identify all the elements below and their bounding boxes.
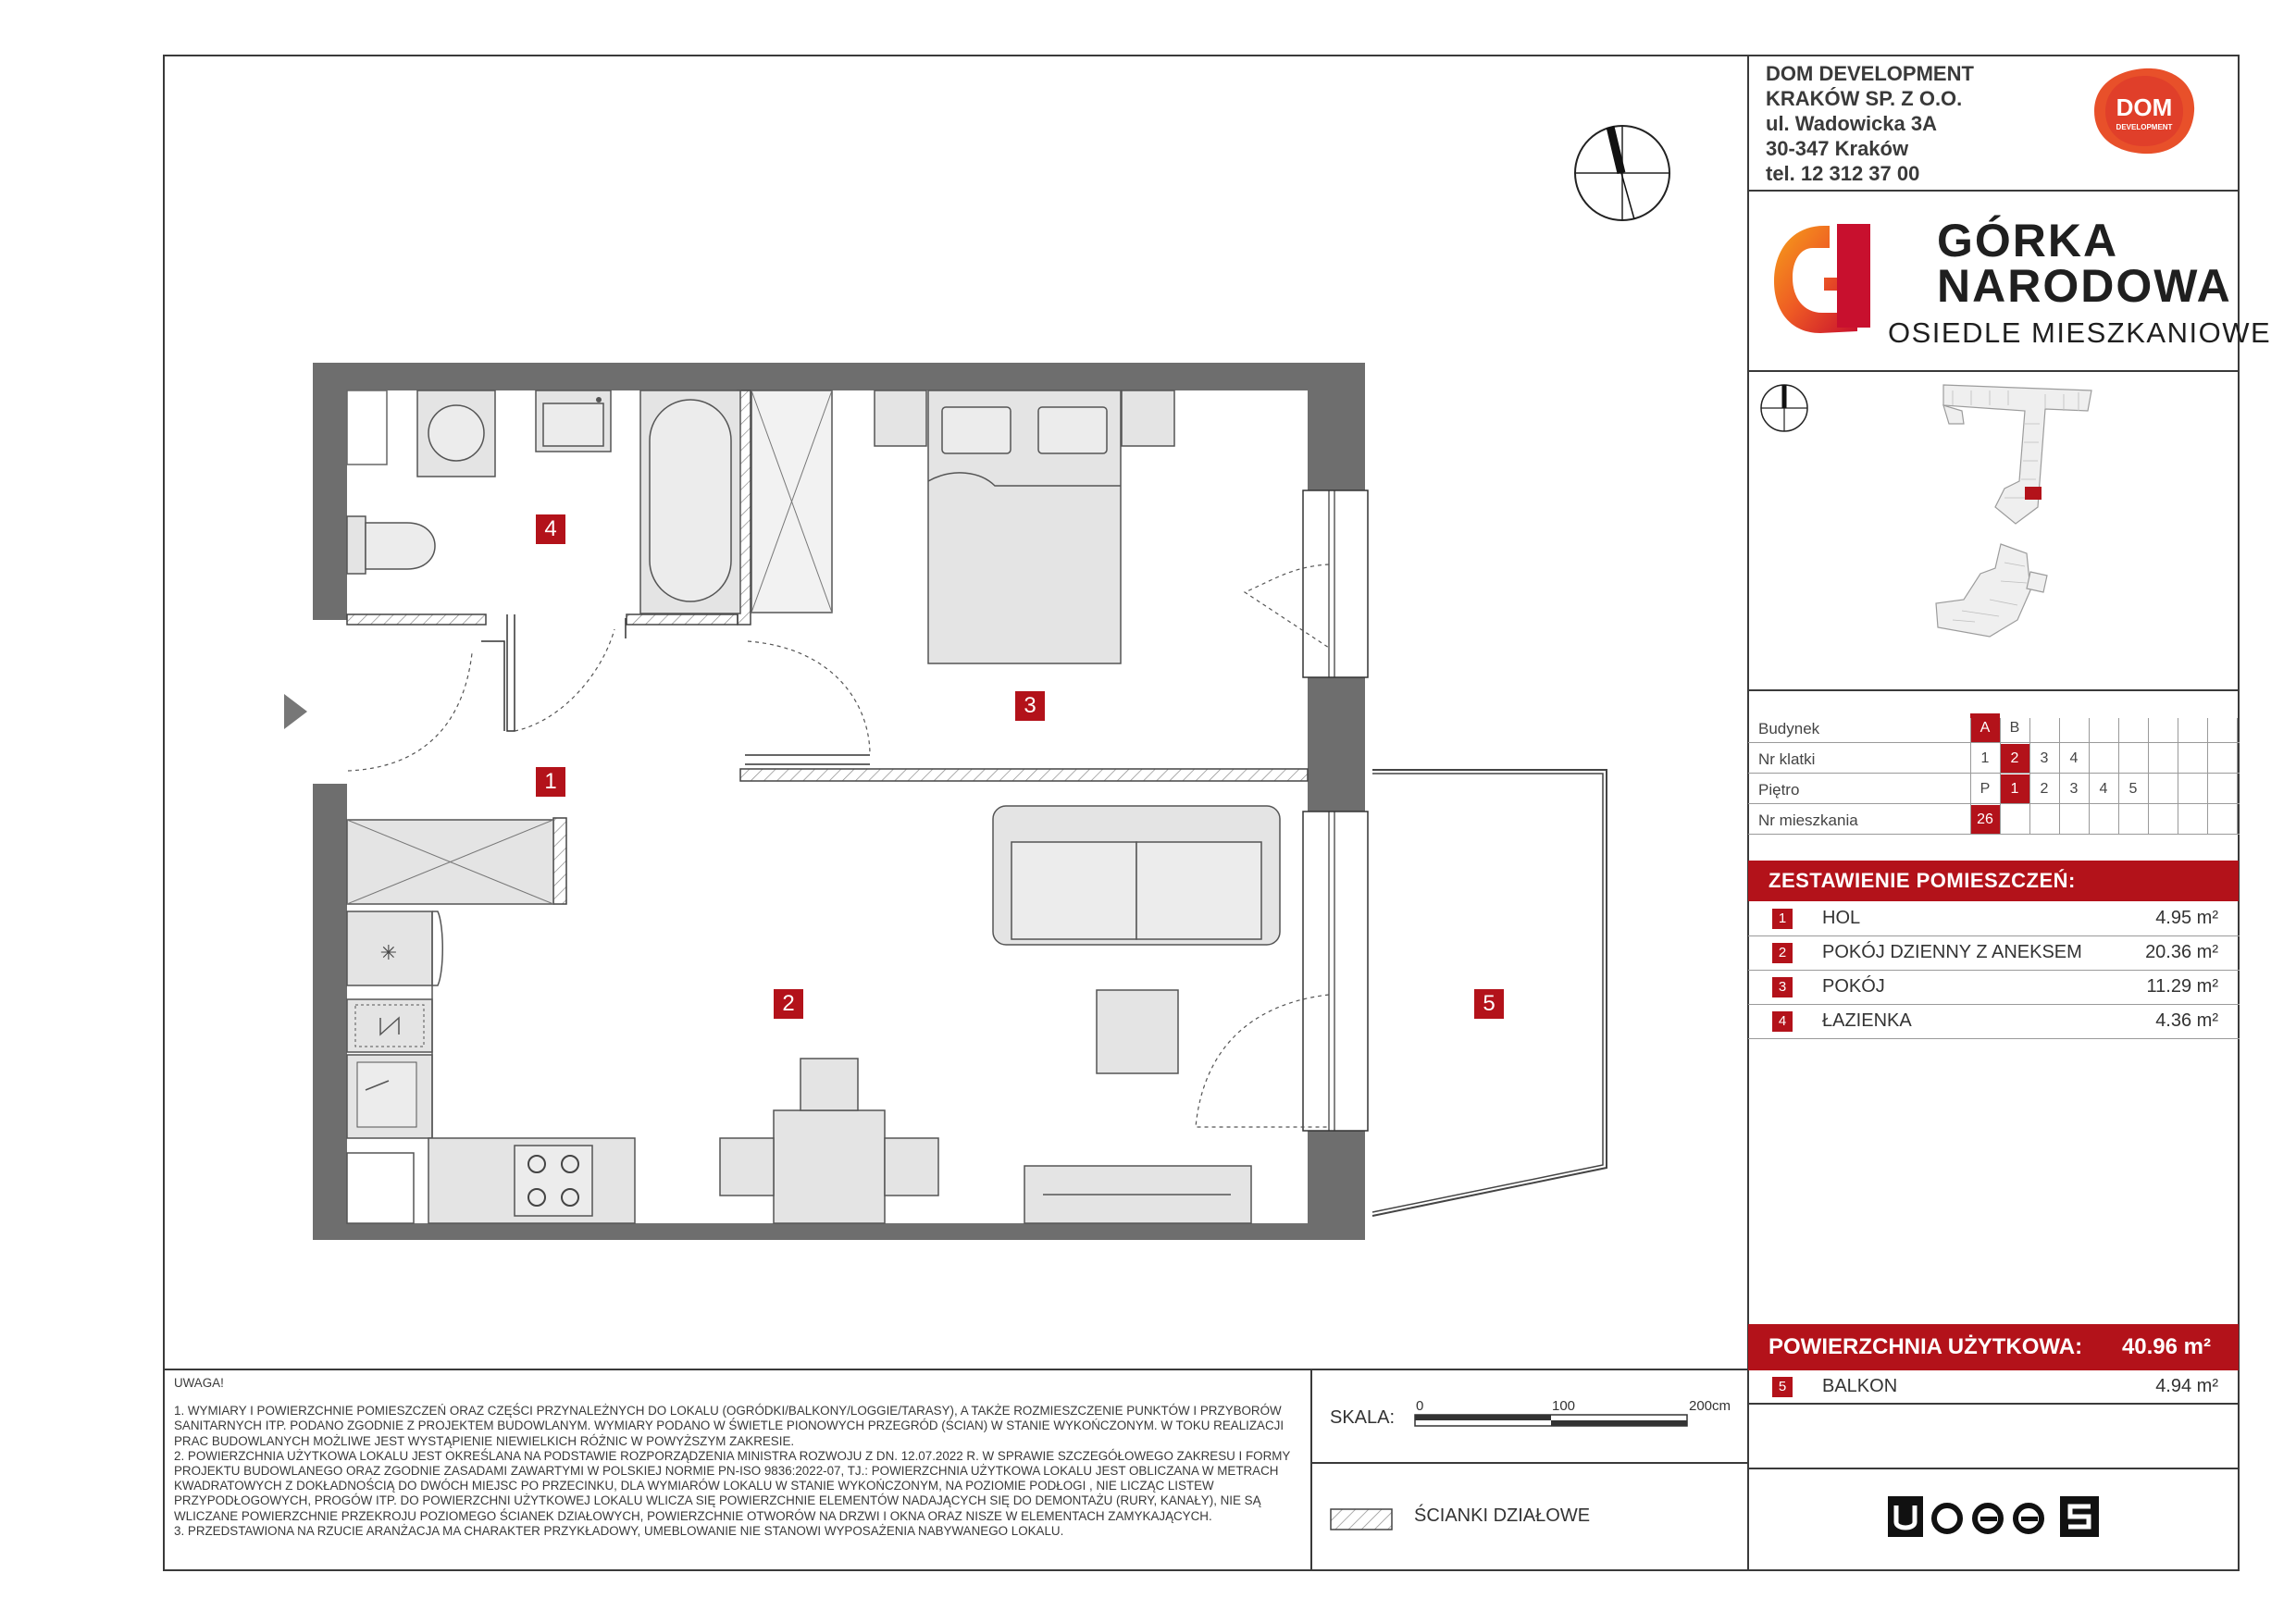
balcony-row <box>1748 1369 2239 1404</box>
info-cell: 3 <box>2040 750 2049 766</box>
dom-development-logo <box>2087 65 2203 157</box>
balcony-number: 5 <box>1772 1377 1793 1397</box>
company-divider <box>1748 190 2240 192</box>
project-subtitle: OSIEDLE MIESZKANIOWE <box>1888 316 2272 349</box>
room-summary-row <box>1748 970 2239 1004</box>
info-cell: 26 <box>1970 805 2000 834</box>
info-cell: 4 <box>2099 781 2108 797</box>
partition-bathroom-bedroom <box>627 614 738 625</box>
bottom-panel-divider <box>163 1369 1748 1370</box>
nightstand-right <box>1122 390 1174 446</box>
info-cell: P <box>1980 781 1991 797</box>
room-area: 11.29 m² <box>2146 976 2218 997</box>
room-summary-row <box>1748 1004 2239 1038</box>
company-name: DOM DEVELOPMENT <box>1766 62 1974 85</box>
info-cell: 2 <box>2000 744 2029 773</box>
entrance-arrow-icon <box>284 694 307 729</box>
info-row-divider <box>1748 803 2240 804</box>
notes-heading: UWAGA! <box>174 1376 224 1390</box>
info-cell: 1 <box>2000 774 2029 803</box>
compass-north-icon <box>1570 121 1674 225</box>
room-marker-2: 2 <box>774 989 803 1019</box>
company-street: ul. Wadowicka 3A <box>1766 112 1938 135</box>
dom-logo-subtext: DEVELOPMENT <box>2116 123 2173 131</box>
wall-bottom <box>313 1223 1310 1240</box>
room-summary-row <box>1748 935 2239 970</box>
total-area-label: POWIERZCHNIA UŻYTKOWA: <box>1769 1334 2083 1359</box>
living-window <box>1303 812 1368 1131</box>
partition-bathroom-hall <box>347 614 486 625</box>
room-area: 4.95 m² <box>2155 908 2218 928</box>
info-row-label: Nr mieszkania <box>1758 812 1858 829</box>
keyplan-north-icon <box>1758 382 1810 434</box>
room-marker-1: 1 <box>536 767 565 797</box>
project-divider <box>1748 370 2240 372</box>
scale-tick-0: 0 <box>1416 1398 1424 1414</box>
info-row-divider <box>1748 773 2240 774</box>
room-marker-3: 3 <box>1015 691 1045 721</box>
wall-right-top <box>1308 363 1365 490</box>
chair-left <box>720 1138 774 1196</box>
info-column-divider <box>2207 718 2208 835</box>
gorka-narodowa-logo-mark <box>1772 220 1883 350</box>
partition-wall-legend-label: ŚCIANKI DZIAŁOWE <box>1414 1505 1591 1526</box>
room-area: 4.36 m² <box>2155 1010 2218 1031</box>
room-area: 20.36 m² <box>2145 942 2218 962</box>
room-summary-heading: ZESTAWIENIE POMIESZCZEŃ: <box>1748 861 2239 901</box>
company-phone: tel. 12 312 37 00 <box>1766 162 1920 185</box>
info-column-divider <box>2059 718 2060 835</box>
site-key-plan <box>1916 378 2119 685</box>
info-row-label: Piętro <box>1758 781 1800 799</box>
wall-right-mid <box>1308 677 1365 812</box>
info-column-divider <box>2089 718 2090 835</box>
partition-wall-legend-swatch <box>1330 1508 1393 1530</box>
info-row-divider <box>1748 834 2240 835</box>
room-name: POKÓJ <box>1822 976 1885 997</box>
info-cell: B <box>2009 720 2020 736</box>
scale-bar <box>1414 1414 1692 1429</box>
wall-right-cap <box>1330 1214 1365 1240</box>
room-name: HOL <box>1822 908 1861 928</box>
room-marker-4: 4 <box>536 514 565 544</box>
scale-label: SKALA: <box>1330 1407 1396 1428</box>
room-marker-5: 5 <box>1474 989 1504 1019</box>
total-area-bar <box>1748 1324 2239 1370</box>
company-address <box>1766 61 1974 186</box>
pillow-right <box>1038 407 1107 453</box>
partition-kitchen-column <box>553 818 566 904</box>
info-column-divider <box>2118 718 2119 835</box>
room-number: 2 <box>1772 943 1793 963</box>
room-row-divider <box>1748 1038 2240 1039</box>
total-area-value: 40.96 m² <box>2121 1334 2211 1359</box>
room-number: 3 <box>1772 977 1793 997</box>
dining-table <box>774 1110 885 1223</box>
legal-notes <box>174 1376 1301 1539</box>
wall-left-lower <box>313 784 347 1240</box>
balcony-area: 4.94 m² <box>2155 1376 2218 1396</box>
scale-tick-100: 100 <box>1552 1398 1576 1414</box>
chair-right <box>885 1138 938 1196</box>
room-number: 1 <box>1772 909 1793 929</box>
coffee-table <box>1097 990 1178 1073</box>
footer-divider <box>1748 1468 2240 1469</box>
toilet <box>366 523 435 569</box>
company-city: 30-347 Kraków <box>1766 137 1909 160</box>
info-cell: 5 <box>2128 781 2138 797</box>
info-cell: 3 <box>2069 781 2079 797</box>
partition-bedroom-living <box>740 769 1308 781</box>
room-name: ŁAZIENKA <box>1822 1010 1912 1031</box>
bedroom-window <box>1303 490 1368 677</box>
info-column-divider <box>2148 718 2149 835</box>
legend-divider <box>1310 1462 1748 1464</box>
chair-top <box>800 1059 858 1110</box>
info-column-divider <box>2237 718 2238 835</box>
keyplan-apartment-highlight <box>2025 487 2042 500</box>
info-row-label: Nr klatki <box>1758 750 1816 768</box>
keyplan-divider <box>1748 689 2240 691</box>
room-number: 4 <box>1772 1011 1793 1032</box>
info-cell: A <box>1970 713 2000 742</box>
toilet-tank <box>347 516 366 574</box>
svg-text:✳: ✳ <box>379 942 398 965</box>
cooktop <box>515 1146 592 1216</box>
company-name-line2: KRAKÓW SP. Z O.O. <box>1766 87 1963 110</box>
info-column-divider <box>2029 718 2030 835</box>
floor-plan <box>268 352 1638 1249</box>
scale-tick-200: 200cm <box>1689 1398 1731 1414</box>
pillow-left <box>942 407 1011 453</box>
note-3: 3. PRZEDSTAWIONA NA RZUCIE ARANŻACJA MA CHARAKTER PRZYKŁADOWY, UMEBLOWANIE NIE STANOWI WYPOSAŻENIA NABYWANEGO LOKALU. <box>174 1523 1064 1538</box>
info-cell: 4 <box>2069 750 2079 766</box>
info-column-divider <box>1970 718 1971 835</box>
info-cell: 1 <box>1980 750 1990 766</box>
ucees-logo <box>1888 1494 2110 1541</box>
balcony-name: BALKON <box>1822 1376 1898 1396</box>
info-column-divider <box>2000 718 2001 835</box>
wall-left-upper <box>313 363 347 620</box>
dom-logo-text: DOM <box>2116 93 2173 121</box>
room-name: POKÓJ DZIENNY Z ANEKSEM <box>1822 942 2082 962</box>
wall-top <box>313 363 1365 390</box>
project-title-line2: NARODOWA <box>1937 260 2232 312</box>
project-title-line1: GÓRKA <box>1937 215 2119 266</box>
note-1: 1. WYMIARY I POWIERZCHNIE POMIESZCZEŃ ORAZ CZĘŚCI PRZYNALEŻNYCH DO LOKALU (OGRÓDKI/BALKONY/LOGGIE/TARASY), A TAKŻE ROZMIESZCZENIE PUNKTÓW I PRZYBORÓW SANITARNYCH ITP. PODANO ZGODNIE Z PROJEKTEM BUDOWLANYM. WYMIARY PODANO W ŚWIETLE PIONOWYCH PRZEGRÓD (ŚCIAN) W STANIE WYKOŃCZONYM. W TOKU REALIZACJI PRAC BUDOWLANYCH MOŻLIWE JEST WYSTĄPIENIE NIEWIELKICH RÓŻNIC W POWYŻSZYM ZAKRESIE. <box>174 1404 1285 1448</box>
nightstand-left <box>875 390 926 446</box>
note-2: 2. POWIERZCHNIA UŻYTKOWA LOKALU JEST OKREŚLANA NA PODSTAWIE ROZPORZĄDZENIA MINISTRA ROZWOJU Z DN. 12.07.2022 R. W SPRAWIE SZCZEGÓŁOWEGO ZAKRESU I FORMY PROJEKTU BUDOWLANEGO ORAZ ZGODNIE ZASADAMI ZAWARTYMI W POLSKIEJ NORMIE PN-ISO 9836:2022-07, TJ.: POWIERZCHNIA UŻYTKOWA LOKALU JEST OBLICZANA W METRACH KWADRATOWYCH Z DOKŁADNOŚCIĄ DO DWÓCH MIEJSC PO PRZECINKU, DLA WYMIARÓW LOKALU W STANIE WYKOŃCZONYM, NA POZIOMIE PODŁOGI , NIE LICZĄC LISTEW PRZYPODŁOGOWYCH, PROGÓW ITP. DO POWIERZCHNI UŻYTKOWEJ LOKALU WLICZA SIĘ POWIERZCHNIE ELEMENTÓW NADAJĄCYCH SIĘ DO DEMONTAŻU (RURY, KANAŁY), NIE SĄ WLICZANE POWIERZCHNIE PRZEKROJU POZIOMEGO ŚCIANEK DZIAŁOWYCH, POWIERZCHNIE OTWORÓW NA DRZWI I OKNA ORAZ NISZE W ELEMENTACH ZAMYKAJĄCYCH. <box>174 1448 1291 1523</box>
info-row-divider <box>1748 742 2240 743</box>
room-summary-row <box>1748 901 2239 935</box>
scale-panel-divider <box>1310 1369 1312 1571</box>
info-row-label: Budynek <box>1758 720 1820 737</box>
info-cell: 2 <box>2040 781 2049 797</box>
